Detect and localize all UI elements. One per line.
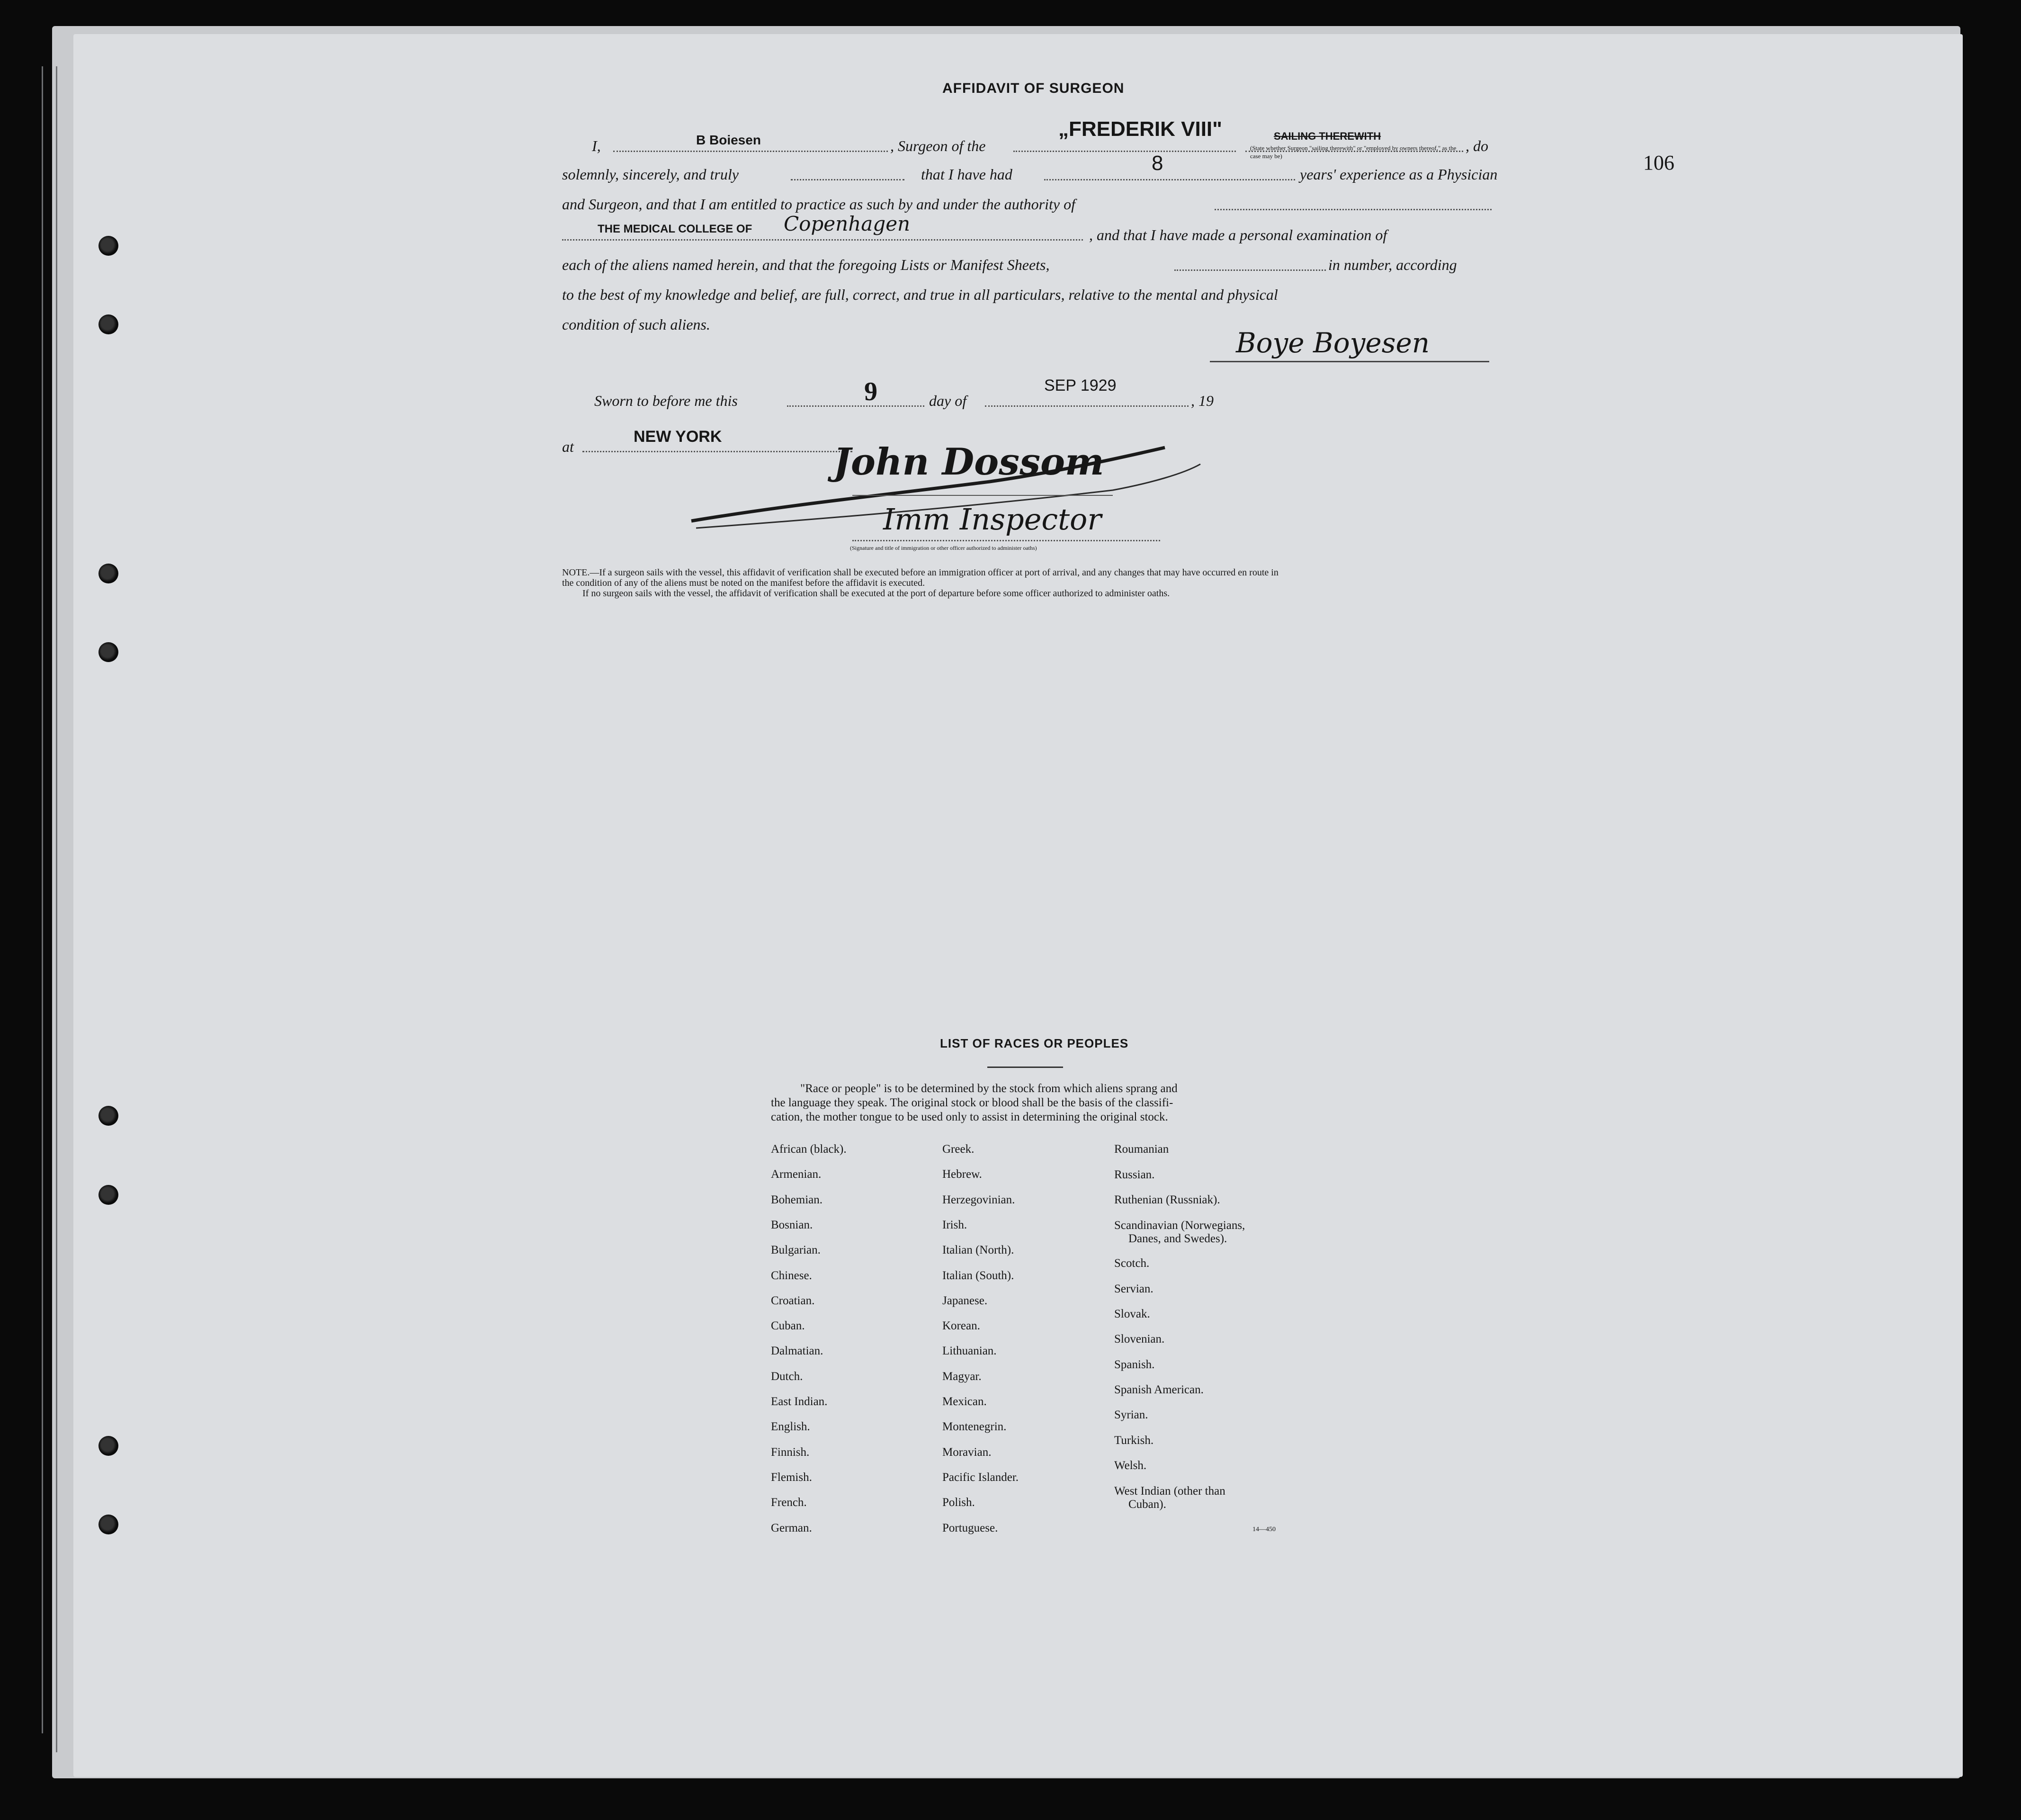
race-item: Turkish.	[1114, 1434, 1154, 1447]
race-item: Syrian.	[1114, 1408, 1148, 1421]
race-item: Cuban).	[1128, 1498, 1166, 1511]
race-item: Russian.	[1114, 1168, 1155, 1181]
fill-line	[1245, 151, 1463, 152]
race-item: Ruthenian (Russniak).	[1114, 1193, 1220, 1206]
race-item: Servian.	[1114, 1282, 1154, 1295]
line1-mid: , Surgeon of the	[890, 137, 986, 154]
surgeon-name: B Boiesen	[696, 133, 761, 147]
race-item: Scotch.	[1114, 1257, 1150, 1270]
line6: to the best of my knowledge and belief, are full, correct, and true in all particulars, relative to the mental and physical	[562, 286, 1278, 303]
binder-hole	[98, 314, 118, 334]
fill-line	[562, 239, 1083, 241]
race-item: Polish.	[942, 1496, 975, 1509]
sworn-day: 9	[864, 377, 877, 406]
line3: and Surgeon, and that I am entitled to practice as such by and under the authority of	[562, 196, 1075, 213]
binder-hole	[98, 236, 118, 256]
race-item: Moravian.	[942, 1446, 992, 1459]
signature-line	[1210, 361, 1489, 362]
sworn-b: day of	[929, 392, 967, 409]
race-item: Spanish American.	[1114, 1383, 1204, 1396]
fill-line	[787, 405, 924, 407]
race-item: Bohemian.	[771, 1193, 823, 1206]
sworn-c: , 19	[1191, 392, 1214, 409]
race-item: Pacific Islander.	[942, 1471, 1019, 1484]
officer-title: Imm Inspector	[883, 502, 1102, 537]
binder-hole	[98, 1185, 118, 1205]
race-item: French.	[771, 1496, 807, 1509]
affidavit-title: AFFIDAVIT OF SURGEON	[942, 81, 1125, 96]
line2-b: that I have had	[921, 166, 1012, 183]
fill-line	[1174, 269, 1326, 271]
note-line-2: the condition of any of the aliens must be noted on the manifest before the affidavit is executed.	[562, 578, 925, 588]
fill-line	[852, 540, 1160, 541]
race-item: Chinese.	[771, 1269, 812, 1282]
surgeon-role: SAILING THEREWITH	[1274, 130, 1381, 142]
race-item: Portuguese.	[942, 1522, 998, 1534]
race-item: Finnish.	[771, 1446, 810, 1459]
line5-b: in number, according	[1328, 256, 1457, 273]
authority-handwritten: Copenhagen	[784, 212, 911, 235]
race-item: Slovenian.	[1114, 1333, 1165, 1345]
sworn-a: Sworn to before me this	[594, 392, 738, 409]
race-item: Flemish.	[771, 1471, 812, 1484]
line2-a: solemnly, sincerely, and truly	[562, 166, 739, 183]
sworn-month-stamp: SEP 1929	[1044, 377, 1117, 394]
at-label: at	[562, 438, 574, 455]
race-item: Dalmatian.	[771, 1345, 823, 1357]
race-item: Magyar.	[942, 1370, 982, 1383]
officer-signature: John Dossom	[833, 440, 1104, 484]
page-edge-line	[56, 66, 57, 1752]
race-item: West Indian (other than	[1114, 1485, 1225, 1497]
line5-a: each of the aliens named herein, and that the foregoing Lists or Manifest Sheets,	[562, 256, 1050, 273]
race-item: Armenian.	[771, 1168, 822, 1181]
fill-line	[1044, 179, 1295, 180]
page-edge-line	[42, 66, 43, 1733]
race-item: Spanish.	[1114, 1358, 1155, 1371]
fill-line	[613, 151, 888, 152]
form-number: 14—450	[1252, 1526, 1276, 1533]
line7: condition of such aliens.	[562, 316, 710, 333]
binder-hole	[98, 1436, 118, 1456]
race-item: Danes, and Swedes).	[1128, 1232, 1227, 1245]
fill-line	[1215, 209, 1492, 210]
fill-line	[985, 405, 1189, 407]
race-item: East Indian.	[771, 1395, 828, 1408]
race-item: Roumanian	[1114, 1143, 1169, 1156]
officer-signature-line	[852, 495, 1113, 496]
race-item: Hebrew.	[942, 1168, 982, 1181]
fill-line	[791, 179, 904, 180]
race-item: English.	[771, 1420, 810, 1433]
vessel-name: „FREDERIK VIII"	[1058, 117, 1223, 141]
years-experience: 8	[1152, 152, 1163, 175]
binder-hole	[98, 1515, 118, 1534]
binder-hole	[98, 642, 118, 662]
race-item: Mexican.	[942, 1395, 987, 1408]
sworn-place: NEW YORK	[634, 428, 722, 446]
races-intro-3: cation, the mother tongue to be used only to assist in determining the original stock.	[771, 1111, 1168, 1123]
fill-line	[1013, 151, 1236, 152]
races-intro-2: the language they speak. The original stock or blood shall be the basis of the classifi-	[771, 1096, 1173, 1109]
title-rule	[987, 1067, 1063, 1068]
line4-text: , and that I have made a personal examination of	[1089, 226, 1387, 243]
races-title: LIST OF RACES OR PEOPLES	[940, 1036, 1129, 1050]
line2-c: years' experience as a Physician	[1300, 166, 1498, 183]
race-item: Bosnian.	[771, 1219, 813, 1231]
surgeon-signature: Boye Boyesen	[1236, 327, 1430, 359]
race-item: Cuban.	[771, 1319, 805, 1332]
race-item: German.	[771, 1522, 812, 1534]
race-item: Italian (North).	[942, 1244, 1014, 1256]
line1-suffix: , do	[1466, 137, 1488, 154]
race-item: Montenegrin.	[942, 1420, 1007, 1433]
role-note: (State whether Surgeon "sailing therewith" or "employed by owners thereof," as the case may be)	[1250, 144, 1457, 160]
race-item: Korean.	[942, 1319, 980, 1332]
race-item: Greek.	[942, 1143, 975, 1156]
binder-hole	[98, 564, 118, 583]
race-item: Welsh.	[1114, 1459, 1147, 1472]
race-item: Lithuanian.	[942, 1345, 997, 1357]
races-intro-1: "Race or people" is to be determined by the stock from which aliens sprang and	[800, 1082, 1178, 1095]
race-item: Slovak.	[1114, 1308, 1150, 1320]
officer-caption: (Signature and title of immigration or other officer authorized to administer oaths)	[850, 545, 1037, 551]
line1-prefix: I,	[592, 137, 601, 154]
race-item: Croatian.	[771, 1294, 815, 1307]
page-number: 106	[1643, 151, 1674, 174]
race-item: Scandinavian (Norwegians,	[1114, 1219, 1245, 1232]
race-item: Bulgarian.	[771, 1244, 821, 1256]
note-line-3: If no surgeon sails with the vessel, the affidavit of verification shall be executed at the port of departure before some officer authorized to administer oaths.	[582, 588, 1170, 599]
race-item: African (black).	[771, 1143, 847, 1156]
race-item: Herzegovinian.	[942, 1193, 1015, 1206]
authority-stamp: THE MEDICAL COLLEGE OF	[598, 223, 752, 235]
race-item: Italian (South).	[942, 1269, 1014, 1282]
note-line-1: NOTE.—If a surgeon sails with the vessel, this affidavit of verification shall be executed before an immigration officer at port of arrival, and any changes that may have occurred en route in	[562, 567, 1279, 578]
race-item: Irish.	[942, 1219, 967, 1231]
race-item: Dutch.	[771, 1370, 803, 1383]
race-item: Japanese.	[942, 1294, 988, 1307]
binder-hole	[98, 1106, 118, 1126]
